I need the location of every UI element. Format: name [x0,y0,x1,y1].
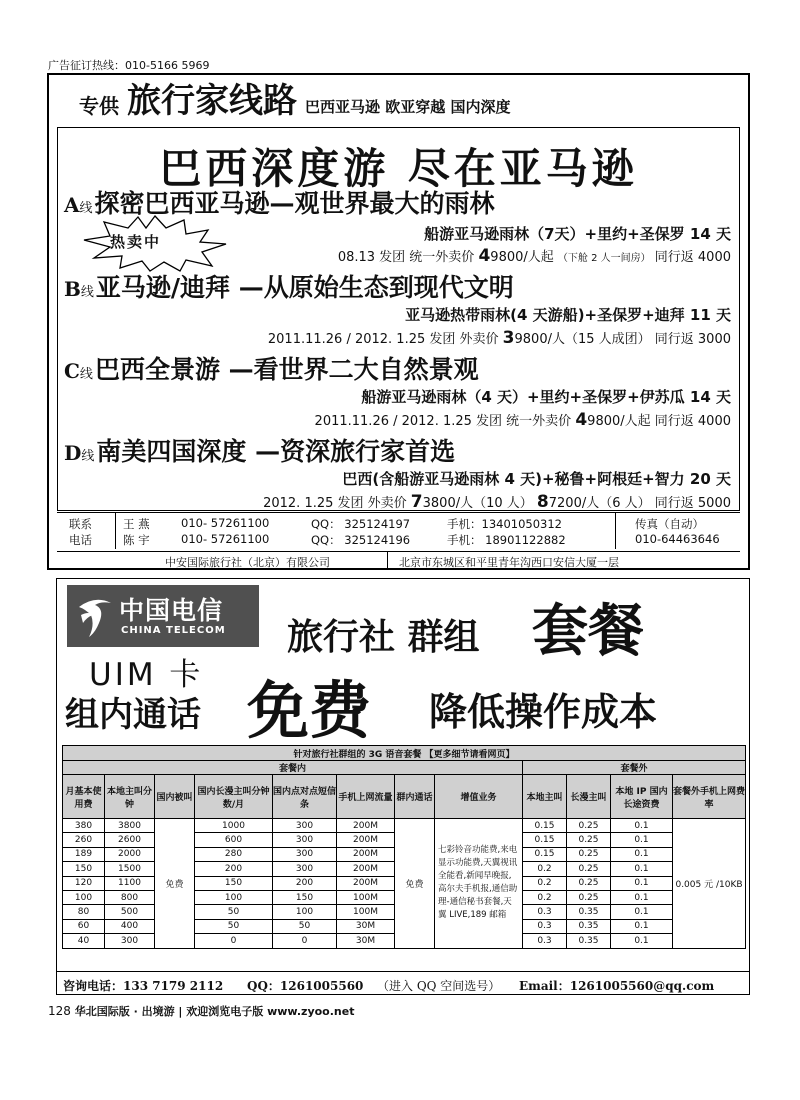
table-cell: 150 [273,890,337,904]
contact-name: 陈 宇 [123,533,150,547]
table-cell: 0.3 [523,905,567,919]
table-row [63,819,746,833]
promo-uim-card: UIM 卡 [89,657,204,693]
table-cell: 3800 [105,819,155,833]
table-cell: 0.3 [523,934,567,948]
header-prefix: 专供 [79,94,119,118]
col-header: 套餐外手机上网费率 [673,775,746,819]
table-cell: 200M [337,833,395,847]
table-cell: 50 [273,919,337,933]
table-cell: 380 [63,819,105,833]
table-cell: 200 [195,862,273,876]
table-cell: 200M [337,847,395,861]
table-cell: 2000 [105,847,155,861]
route-c-price: 2011.11.26 / 2012. 1.25 发团 统一外卖价 49800/人起 同行返 4000 [314,410,731,430]
table-cell: 0.1 [611,890,673,904]
footer-tel: 咨询电话：133 7179 2112 [63,979,224,993]
telecom-ad [56,578,750,995]
table-cell: 50 [195,905,273,919]
table-cell: 1500 [105,862,155,876]
hot-badge: 热卖中 [110,233,162,251]
table-cell: 0.1 [611,847,673,861]
footer-qq: QQ：1261005560 [247,979,364,993]
table-cell: 0.25 [567,862,611,876]
table-cell: 50 [195,919,273,933]
contacts-block [57,512,740,548]
travel-ad [47,73,750,570]
company-address: 北京市东城区和平里青年沟西口安信大厦一层 [399,556,619,569]
table-cell: 0.35 [567,905,611,919]
logo-chinese: 中国电信 [119,596,224,625]
table-cell: 0.15 [523,819,567,833]
contact-qq: QQ： 325124197 [311,517,411,531]
table-cell: 0.15 [523,833,567,847]
free-group-call-cell: 免费 [395,819,435,949]
table-cell: 0.15 [523,847,567,861]
table-cell: 0 [273,934,337,948]
table-cell: 0.35 [567,934,611,948]
route-b-desc: 亚马逊热带雨林(4 天游船)+圣保罗+迪拜 11 天 [405,306,731,324]
table-cell: 60 [63,919,105,933]
header-tagline: 巴西亚马逊 欧亚穿越 国内深度 [305,98,511,116]
china-telecom-logo [67,585,259,647]
fax-number: 010-64463646 [635,532,720,546]
col-header: 本地主叫分钟 [105,775,155,819]
table-cell: 100 [195,890,273,904]
table-cell: 0.25 [567,876,611,890]
promo-travel-group: 旅行社 群组 [287,617,480,658]
route-a-desc: 船游亚马逊雨林（7天）+里约+圣保罗 14 天 [424,225,731,243]
table-cell: 2600 [105,833,155,847]
page-footer [48,1003,354,1019]
page-number: 128 [48,1004,71,1018]
value-added-cell: 七彩铃音功能费,来电显示功能费,天翼视讯全能看,新闻早晚报,高尔夫手机报,通信助理-通信秘书套餐,天翼 LIVE,189 邮箱 [435,819,523,949]
contact-mobile: 手机：13401050312 [447,517,562,531]
col-header: 国内长漫主叫分钟数/月 [195,775,273,819]
table-cell: 0.25 [567,847,611,861]
plan-table-title: 针对旅行社群组的 3G 语音套餐 【更多细节请看网页】 [63,746,746,761]
table-cell: 0.1 [611,876,673,890]
table-cell: 300 [273,833,337,847]
contact-label-1: 联系 [69,517,92,531]
table-cell: 0.25 [567,833,611,847]
table-cell: 0 [195,934,273,948]
table-cell: 200M [337,876,395,890]
contact-label-2: 电话 [69,533,92,547]
route-b-price: 2011.11.26 / 2012. 1.25 发团 外卖价 39800/人（15 人成团） 同行返 3000 [267,328,731,348]
table-cell: 80 [63,905,105,919]
contact-name: 王 燕 [123,517,150,531]
table-cell: 189 [63,847,105,861]
col-header: 增值业务 [435,775,523,819]
col-header: 群内通话 [395,775,435,819]
table-cell: 280 [195,847,273,861]
route-d-desc: 巴西(含船游亚马逊雨林 4 天)+秘鲁+阿根廷+智力 20 天 [342,470,731,488]
table-cell: 0.1 [611,819,673,833]
promo-group-call: 组内通话 [65,695,201,735]
logo-english: CHINA TELECOM [121,625,226,636]
plan-group-in: 套餐内 [63,761,523,775]
route-c-desc: 船游亚马逊雨林（4 天）+里约+圣保罗+伊苏瓜 14 天 [361,388,731,406]
route-c-title: C线巴西全景游 —看世界二大自然景观 [64,355,479,384]
ad-hotline: 广告征订热线：010-5166 5969 [48,59,210,72]
footer-email: Email：1261005560@qq.com [519,979,715,993]
promo-package: 套餐 [532,598,644,664]
fax-label: 传真（自动） [635,517,704,531]
table-cell: 400 [105,919,155,933]
table-cell: 100 [63,890,105,904]
table-cell: 0.1 [611,934,673,948]
table-cell: 0.1 [611,905,673,919]
contact-qq: QQ： 325124196 [311,533,411,547]
table-cell: 300 [273,819,337,833]
table-cell: 150 [63,862,105,876]
route-d-title: D线南美四国深度 —资深旅行家首选 [64,437,456,466]
company-line [57,551,740,567]
table-cell: 0.25 [567,819,611,833]
route-a-price: 08.13 发团 统一外卖价 49800/人起 （下舱 2 人一间房） 同行返 4000 [337,246,731,266]
route-b-title: B线亚马逊/迪拜 —从原始生态到现代文明 [64,273,514,302]
col-header: 长漫主叫 [567,775,611,819]
table-cell: 120 [63,876,105,890]
table-cell: 0.1 [611,833,673,847]
footer-contact [57,971,749,995]
contact-mobile: 手机： 18901122882 [447,533,566,547]
col-header: 本地 IP 国内长途资费 [611,775,673,819]
table-cell: 0.1 [611,862,673,876]
route-a-title: A线探密巴西亚马逊—观世界最大的雨林 [64,189,495,218]
route-d-price: 2012. 1.25 发团 外卖价 73800/人（10 人） 87200/人（6 人） 同行返 5000 [263,492,731,512]
table-cell: 100 [273,905,337,919]
table-cell: 100M [337,890,395,904]
table-cell: 30M [337,919,395,933]
data-rate-cell: 0.005 元 /10KB [673,819,746,949]
table-cell: 100M [337,905,395,919]
table-cell: 200M [337,819,395,833]
contact-tel: 010- 57261100 [181,516,270,530]
table-cell: 0.2 [523,890,567,904]
table-cell: 30M [337,934,395,948]
table-cell: 0.3 [523,919,567,933]
footer-qq-note: （进入 QQ 空间选号） [377,979,501,993]
header-brand: 旅行家线路 [127,81,297,121]
ad-header [79,83,510,119]
plan-table [62,745,746,949]
table-cell: 300 [105,934,155,948]
table-cell: 0.1 [611,919,673,933]
company-name: 中安国际旅行社（北京）有限公司 [165,556,330,569]
table-cell: 800 [105,890,155,904]
table-cell: 200 [273,876,337,890]
table-cell: 0.2 [523,862,567,876]
promo-lower-cost: 降低操作成本 [429,690,658,734]
table-cell: 260 [63,833,105,847]
col-header: 国内被叫 [155,775,195,819]
table-cell: 300 [273,847,337,861]
table-cell: 0.25 [567,890,611,904]
table-cell: 40 [63,934,105,948]
table-cell: 0.2 [523,876,567,890]
promo-free: 免费 [247,674,372,747]
page-footer-text: 华北国际版 · 出境游 | 欢迎浏览电子版 www.zyoo.net [74,1005,355,1018]
table-cell: 500 [105,905,155,919]
headline: 巴西深度游 尽在亚马逊 [159,144,638,193]
table-cell: 200M [337,862,395,876]
col-header: 国内点对点短信条 [273,775,337,819]
plan-group-out: 套餐外 [523,761,746,775]
col-header: 本地主叫 [523,775,567,819]
contact-tel: 010- 57261100 [181,532,270,546]
col-header: 手机上网流量 [337,775,395,819]
table-cell: 1100 [105,876,155,890]
table-cell: 0.35 [567,919,611,933]
table-cell: 300 [273,862,337,876]
table-cell: 150 [195,876,273,890]
table-cell: 600 [195,833,273,847]
routes-box [57,127,740,511]
col-header: 月基本使用费 [63,775,105,819]
table-cell: 1000 [195,819,273,833]
telecom-swirl-icon [75,593,115,639]
free-called-cell: 免费 [155,819,195,949]
